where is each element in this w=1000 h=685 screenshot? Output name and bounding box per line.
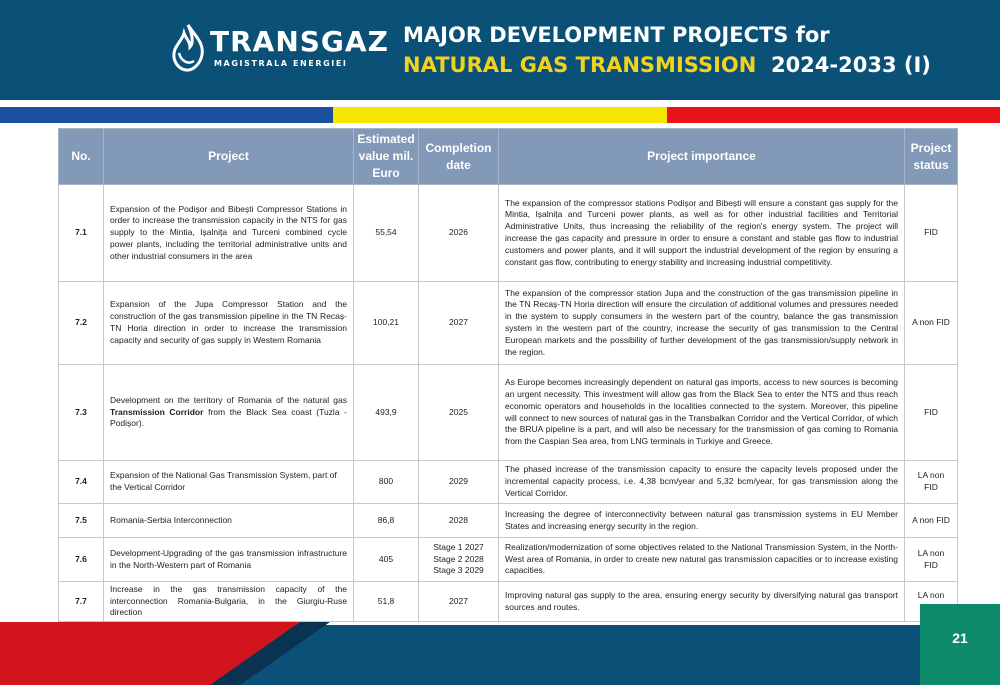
projects-table [58,128,958,622]
cell-no: 7.6 [59,538,104,582]
header-project: Project [104,129,354,185]
table-row [59,461,958,504]
table-header-row [59,129,958,185]
title-highlight: NATURAL GAS TRANSMISSION [403,53,757,77]
project-text-bold: Transmission Corridor [110,406,204,417]
header-date: Completion date [419,129,499,185]
cell-no: 7.5 [59,504,104,538]
flag-stripe-blue [0,107,333,123]
project-text-pre: Development on the territory of Romania of the natural gas [110,394,347,405]
cell-status: A non FID [905,282,958,365]
flame-logo-icon [168,23,208,73]
cell-project: Increase in the gas transmission capacity of the interconnection Romania-Bulgaria, in the Giurgiu-Ruse direction [104,582,354,622]
project-text-post: from the Black Sea coast (Tuzla - Podișor). [110,406,348,429]
page-number: 21 [952,630,968,646]
table-row [59,582,958,622]
page-title [403,20,993,80]
header-value: Estimated value mil. Euro [354,129,419,185]
cell-date: 2028 [419,504,499,538]
table-row [59,365,958,461]
table-row [59,185,958,282]
cell-date: 2029 [419,461,499,504]
cell-value: 55,54 [354,185,419,282]
cell-project: Expansion of the Podișor and Bibești Compressor Stations in order to increase the transmission capacity in the NTS for gas supply to the Mintia, Ișalnița and Turceni combined cycle power plants, including the territorial administrative units and other industrial consumers in the area [104,185,354,282]
header-no: No. [59,129,104,185]
cell-no: 7.4 [59,461,104,504]
cell-project: Romania-Serbia Interconnection [104,504,354,538]
cell-date: 2027 [419,582,499,622]
table-row [59,504,958,538]
title-line-2 [403,50,993,80]
cell-status: LA non FID [905,538,958,582]
cell-value: 800 [354,461,419,504]
cell-importance: Improving natural gas supply to the area, ensuring energy security by diversifying natural gas transport sources and routes. [499,582,905,622]
cell-importance: Increasing the degree of interconnectivity between natural gas transmission systems in EU Member States and increasing energy security in the region. [499,504,905,538]
cell-status: LA non FID [905,461,958,504]
header-importance: Project importance [499,129,905,185]
header-status: Project status [905,129,958,185]
cell-value: 405 [354,538,419,582]
cell-importance: As Europe becomes increasingly dependent on natural gas imports, access to new sources is becoming an urgent necessity. This investment will allow gas from the Black Sea to enter the NTS and thus reach economic operators and households in the localities connected to the system. Moreover, this pipeline will connect to new sources of natural gas in the Transbalkan Corridor and the Vertical Corridor, of which the BRUA pipeline is a part, and will also be necessary for the transmission of gas coming to Romania from the Caspian Sea area, from LNG terminals in Turkiye and Greece. [499,365,905,461]
table-row [59,538,958,582]
page-header [0,0,1000,100]
cell-status: A non FID [905,504,958,538]
logo-wordmark: TRANSGAZ [210,25,389,58]
cell-no: 7.1 [59,185,104,282]
cell-date: 2027 [419,282,499,365]
cell-importance: The expansion of the compressor station Jupa and the construction of the gas transmission pipeline in the TN Recaș-TN Horia direction will ensure the circulation of additional volumes and pressures needed in the system to supply consumers in the western part of the country, balance the gas transmission system in the western part of the country, increase the security of gas transmission to the Central European markets and the possibility of further development of the gas transmission/supply network in the region. [499,282,905,365]
cell-date: 2025 [419,365,499,461]
table-row [59,282,958,365]
date-stage-2: Stage 2 2028 [433,553,484,564]
flag-stripe-red [667,107,1000,123]
cell-project: Development-Upgrading of the gas transmission infrastructure in the North-Western part of Romania [104,538,354,582]
cell-value: 86,8 [354,504,419,538]
cell-value: 493,9 [354,365,419,461]
cell-project: Expansion of the Jupa Compressor Station and the construction of the gas transmission pipeline in the TN Recaș-TN Horia direction in order to increase the transmission capacity and security of gas supply in Western Romania [104,282,354,365]
cell-importance: Realization/modernization of some objectives related to the National Transmission System, in the North-West area of Romania, in order to create new natural gas transmission capacities or to increase existing capacities. [499,538,905,582]
cell-status: FID [905,365,958,461]
cell-value: 100,21 [354,282,419,365]
date-stage-1: Stage 1 2027 [433,541,484,552]
cell-project [104,365,354,461]
cell-importance: The phased increase of the transmission capacity to ensure the capacity levels proposed under the incremental capacity process, i.e. 4,38 bcm/year and 5,32 bcm/year, for gas transmission along the Vertical Corridor. [499,461,905,504]
flag-stripe-yellow [333,107,667,123]
cell-date: 2026 [419,185,499,282]
cell-project: Expansion of the National Gas Transmission System, part of the Vertical Corridor [104,461,354,504]
cell-no: 7.3 [59,365,104,461]
cell-status: FID [905,185,958,282]
cell-no: 7.7 [59,582,104,622]
cell-status: LA non [905,582,958,622]
title-period: 2024-2033 (I) [770,53,931,77]
transgaz-logo [168,20,389,80]
cell-value: 51,8 [354,582,419,622]
cell-no: 7.2 [59,282,104,365]
cell-date [419,538,499,582]
logo-tagline: MAGISTRALA ENERGIEI [214,59,348,68]
cell-importance: The expansion of the compressor stations Podișor and Bibești will ensure a constant gas supply for the Mintia, Ișalnița and Turceni power plants, as well as for other industrial facilities and Territorial Administrative Units, thus increasing the reliability of the region's energy system. The project will increase the gas capacity and pressure in order to ensure a constant and stable gas flow to industrial customers and power plants, and it will support the industrial development of the region by ensuring a constant gas flow, contributing to energy stability and increasing industrial competitivity. [499,185,905,282]
title-line-1: MAJOR DEVELOPMENT PROJECTS for [403,23,830,47]
date-stage-3: Stage 3 2029 [433,565,484,576]
